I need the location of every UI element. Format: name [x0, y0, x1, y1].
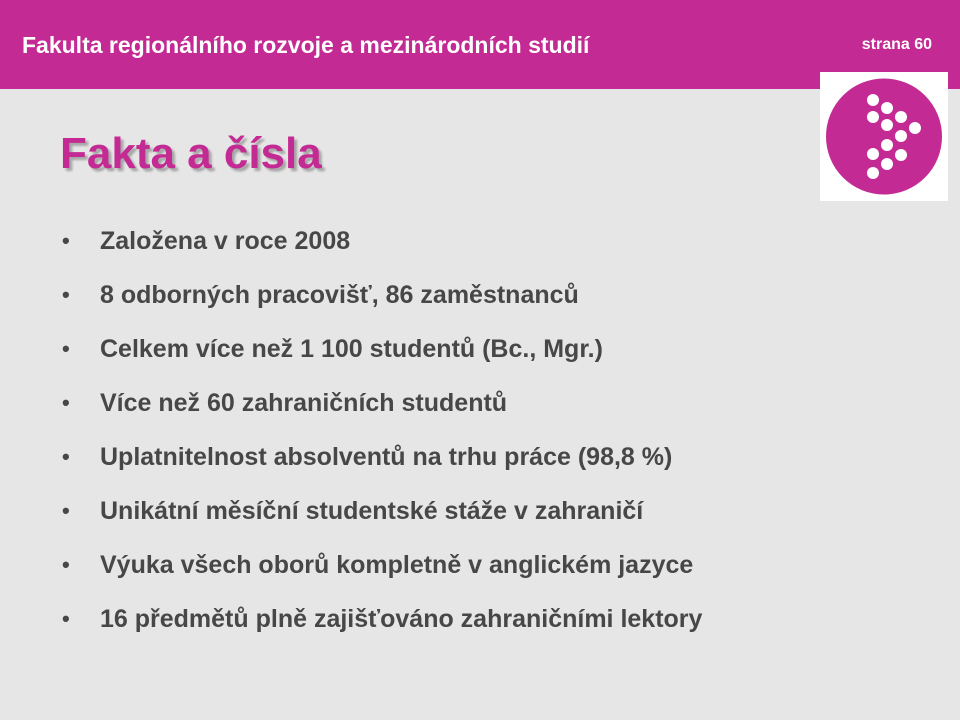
list-item	[62, 592, 702, 646]
bullet-icon: •	[62, 336, 70, 361]
list-item-text: Více než 60 zahraničních studentů	[100, 388, 508, 417]
list-item-text: 8 odborných pracovišť, 86 zaměstnanců	[100, 280, 579, 309]
list-item	[62, 214, 702, 268]
dotted-arrow-logo-icon	[820, 72, 948, 201]
list-item	[62, 268, 702, 322]
list-item-text: Unikátní měsíční studentské stáže v zahraničí	[100, 496, 644, 525]
bullet-icon: •	[62, 552, 70, 577]
page-number: strana 60	[861, 36, 932, 53]
faculty-name: Fakulta regionálního rozvoje a mezinárodních studií	[22, 32, 590, 58]
bullet-icon: •	[62, 390, 70, 415]
list-item	[62, 538, 702, 592]
list-item	[62, 322, 702, 376]
list-item-text: Založena v roce 2008	[100, 226, 351, 255]
list-item-text: Výuka všech oborů kompletně v anglickém jazyce	[100, 550, 694, 579]
list-item	[62, 376, 702, 430]
bullet-icon: •	[62, 444, 70, 469]
list-item	[62, 484, 702, 538]
facts-list	[62, 214, 702, 646]
bullet-icon: •	[62, 606, 70, 631]
slide-title: Fakta a čísla	[60, 129, 322, 178]
bullet-icon: •	[62, 498, 70, 523]
list-item-text: Uplatnitelnost absolventů na trhu práce (98,8 %)	[100, 442, 673, 471]
faculty-logo	[820, 72, 948, 201]
header-bar	[0, 0, 960, 89]
bullet-icon: •	[62, 282, 70, 307]
list-item-text: Celkem více než 1 100 studentů (Bc., Mgr.)	[100, 334, 603, 363]
list-item-text: 16 předmětů plně zajišťováno zahraničními lektory	[100, 604, 703, 633]
list-item	[62, 430, 702, 484]
bullet-icon: •	[62, 228, 70, 253]
